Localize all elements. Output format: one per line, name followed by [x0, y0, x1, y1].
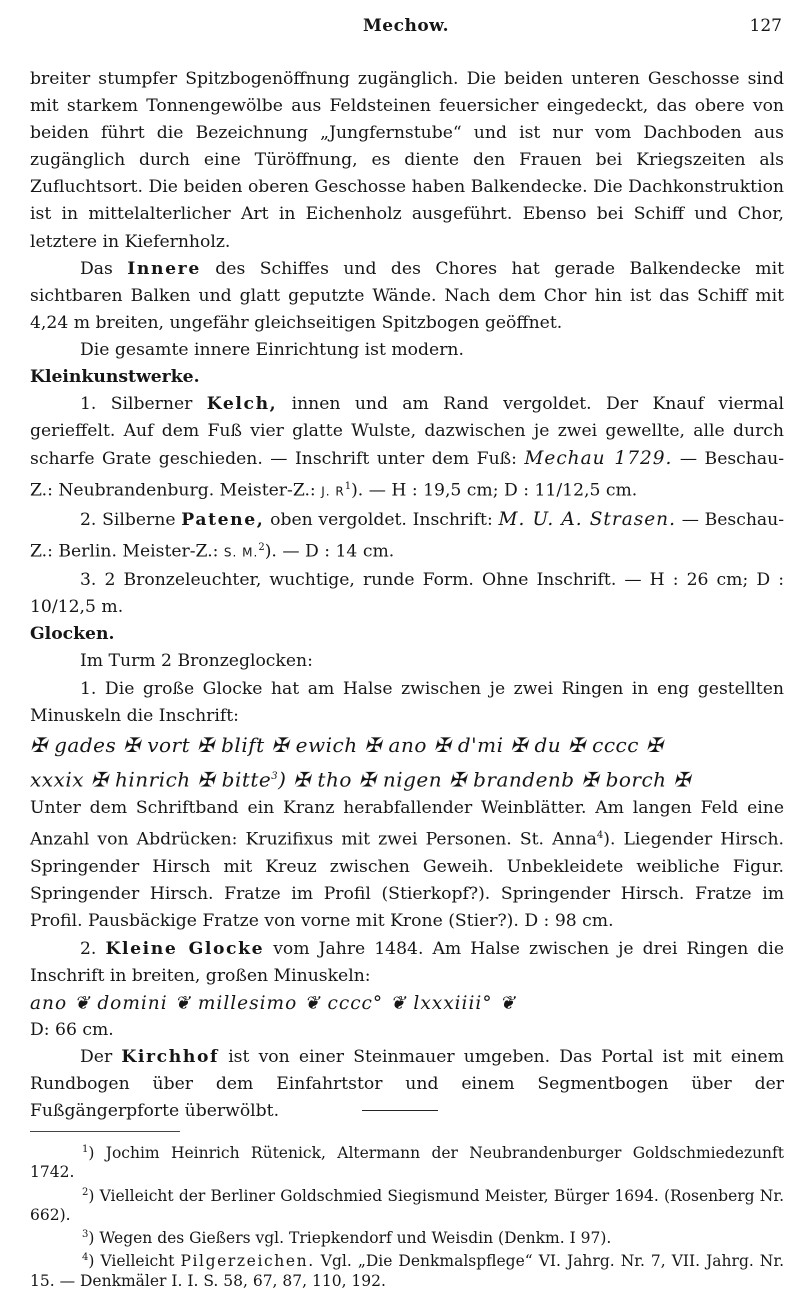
- paragraph-furnishing: Die gesamte innere Einrichtung ist modern.: [80, 339, 464, 360]
- running-header: [30, 16, 782, 40]
- section-heading-kleinkunstwerke: Kleinkunstwerke.: [30, 367, 200, 388]
- item-bronzeleuchter: 3. 2 Bronzeleuchter, wuchtige, runde Form. Ohne Inschrift. — H : 26 cm; D : 10/12,5 m.: [30, 570, 784, 618]
- footnote-4: $^4$) Vielleicht Pilgerzeichen. Vgl. „Die Denkmalspflege“ VI. Jahrg. Nr. 7, VII. Jahrg. Nr. 15. — Denkmäler I. I. S. 58, 67, 87, 110, 192.: [30, 1252, 785, 1290]
- kleine-glocke-diameter: D: 66 cm.: [30, 1019, 114, 1040]
- maker-mark-jr: J. R: [321, 485, 345, 500]
- paragraph-kirchhof: Der Kirchhof ist von einer Steinmauer umgeben. Das Portal ist mit einem Rundbogen über dem Einfahrtstor und einem Segmentbogen über der Fußgängerpforte überwölbt.: [30, 1046, 784, 1122]
- section-heading-glocken: Glocken.: [30, 624, 115, 645]
- footnote-ref-1: 1: [344, 481, 352, 493]
- term-kelch: Kelch,: [206, 394, 278, 415]
- paragraph-interior: Das Innere des Schiffes und des Chores hat gerade Balkendecke mit sichtbaren Balken und glatt geputzte Wände. Nach dem Chor hin ist das Schiff mit 4,24 m breiten, ungefähr gleichseitigen Spitzbogen geöffnet.: [30, 258, 784, 333]
- term-innere: Innere: [127, 258, 201, 279]
- footnotes: [30, 1140, 784, 1291]
- page-number: 127: [749, 16, 782, 36]
- inscription-kleine-glocke: ano ❦ domini ❦ millesimo ❦ cccc° ❦ lxxxiiii° ❦: [30, 992, 516, 1014]
- term-pilgerzeichen: Pilgerzeichen.: [180, 1252, 315, 1271]
- item-kleine-glocke: 2. Kleine Glocke vom Jahre 1484. Am Halse zwischen je drei Ringen die Inschrift in breiten, großen Minuskeln:: [30, 938, 784, 986]
- glocken-intro: Im Turm 2 Bronzeglocken:: [80, 651, 313, 672]
- inscription-kelch: Mechau 1729.: [524, 448, 673, 470]
- footnote-1: $^1$) Jochim Heinrich Rütenick, Altermann der Neubrandenburger Goldschmiedezunft 1742.: [30, 1144, 784, 1182]
- item-grosse-glocke: 1. Die große Glocke hat am Halse zwischen je zwei Ringen in eng gestellten Minuskeln die Inschrift:: [30, 678, 784, 726]
- maker-mark-sm: S. M.: [223, 546, 259, 561]
- inscription-patene: M. U. A. Strasen.: [498, 509, 676, 531]
- footnote-ref-3: 3: [271, 770, 279, 782]
- inscription-grosse-glocke: ✠ gades ✠ vort ✠ blift ✠ ewich ✠ ano ✠ d'mi ✠ du ✠ cccc ✠ xxxix ✠ hinrich ✠ bitte$^3$) ✠ tho ✠ nigen ✠ brandenb ✠ borch ✠: [30, 732, 691, 792]
- paragraph-tower: breiter stumpfer Spitzbogenöffnung zugänglich. Die beiden unteren Geschosse sind mit starkem Tonnengewölbe aus Feldsteinen feuersicher eingedeckt, das obere von beiden führt die Bezeichnung „Jungfernstube“ und ist nur vom Dachboden aus zugänglich durch eine Türöffnung, es diente den Frauen bei Kriegszeiten als Zufluchtsort. Die beiden oberen Geschosse haben Balkendecke. Die Dachkonstruktion ist in mittelalterlicher Art in Eichenholz ausgeführt. Ebenso bei Schiff und Chor, letztere in Kiefernholz.: [30, 69, 784, 252]
- footnote-3: $^3$) Wegen des Gießers vgl. Triepkendorf und Weisdin (Denkm. I 97).: [82, 1229, 612, 1248]
- main-text: [30, 66, 784, 1125]
- grosse-glocke-description: Unter dem Schriftband ein Kranz herabfallender Weinblätter. Am langen Feld eine Anzahl von Abdrücken: Kruzifixus mit zwei Personen. St. Anna$^4$). Liegender Hirsch. Springender Hirsch mit Kreuz zwischen Geweih. Unbekleidete weibliche Figur. Springender Hirsch. Fratze im Profil (Stierkopf?). Springender Hirsch. Fratze im Profil. Pausbäckige Fratze von vorne mit Krone (Stier?). D : 98 cm.: [30, 798, 784, 932]
- running-title: Mechow.: [362, 16, 450, 36]
- section-end-rule: [362, 1110, 438, 1111]
- footnote-divider: [30, 1131, 180, 1132]
- term-kleine-glocke: Kleine Glocke: [105, 938, 265, 959]
- term-kirchhof: Kirchhof: [121, 1046, 219, 1067]
- item-kelch: 1. Silberner Kelch, innen und am Rand vergoldet. Der Knauf viermal gerieffelt. Auf dem Fuß vier glatte Wulste, dazwischen je zwei gewellte, alle durch scharfe Grate geschieden. — Inschrift unter dem Fuß: Mechau 1729. — Beschau-Z.: Neubrandenburg. Meister-Z.: J. $R^1$). — H : 19,5 cm; D : 11/12,5 cm.: [30, 394, 785, 502]
- footnote-ref-2: 2: [258, 542, 265, 554]
- footnote-2: $^2$) Vielleicht der Berliner Goldschmied Siegismund Meister, Bürger 1694. (Rosenberg Nr. 662).: [30, 1186, 784, 1224]
- item-patene: 2. Silberne Patene, oben vergoldet. Inschrift: M. U. A. Strasen. — Beschau-Z.: Berlin. Meister-Z.: S. M.$^2$). — D : 14 cm.: [30, 509, 785, 563]
- footnote-ref-4: 4: [596, 830, 604, 842]
- term-patene: Patene,: [181, 510, 265, 531]
